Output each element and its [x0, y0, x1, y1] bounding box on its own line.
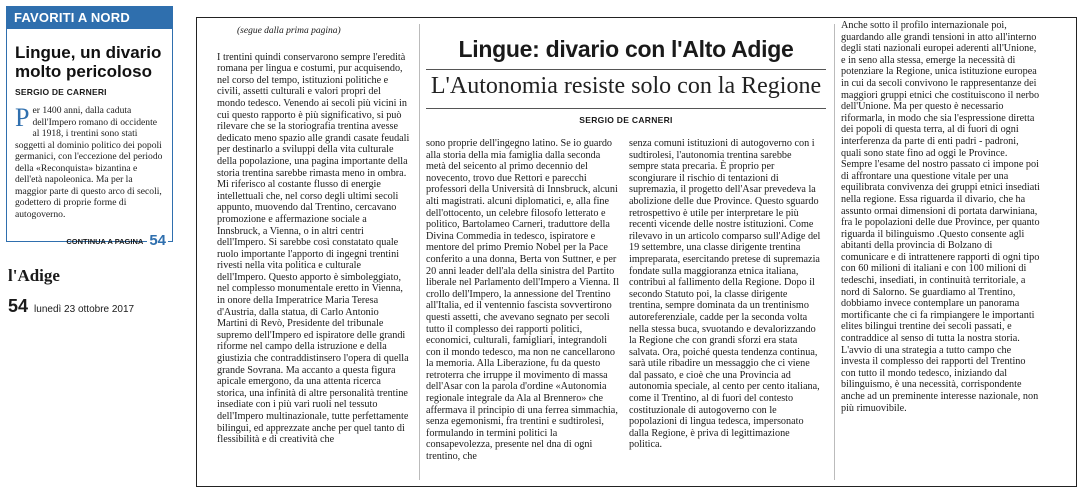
column-1-text: I trentini quindi conservarono sempre l'eredità romana per lingua e costumi, pur acquisendo, nel corso del tempo, istituzioni politiche e civili, assetti culturali e valori propri del mondo tedesco. Venendo ai secoli più vicini in cui questo rapporto è più significativo, si può rilevare che se la storiografia trentina avesse dedicato meno spazio alle grandi casate feudali per destinarlo a sviluppi della vita culturale della popolazione, una pagina importante della storia trentina sarebbe rimasta meno in ombra. Mi riferisco al costante flusso di energie intellettuali che, nel corso degli ultimi secoli appunto, muovendo dal Trentino, cercavano promozione e affermazione sociale a Innsbruck, a Vienna, o in altri centri dell'Impero. Si sarebbe così constatato quale ruolo importante l'apporto di ingegni trentini rivesti nella vita politica e culturale dell'Impero. Questo apporto è simboleggiato, nel complesso monumentale eretto in Vienna, in onore della Imperatrice Maria Teresa d'Austria, dalla statua, di Carlo Antonio Martini di Revò, Presidente del tribunale supremo dell'Impero ed ispiratore delle grandi riforme nel campo della istruzione e della giustizia che contraddistinsero l'opera di quella grande Sovrana. Ma accanto a questa figura apicale emergono, da una attenta ricerca storica, una infinità di altre personalità trentine insediate con i più vari ruoli nel tessuto dell'Impero multinazionale, tutte perfettamente bilingui, ed apprezzate anche per quel tanto di flessibilità e di creatività che	[217, 51, 410, 446]
teaser-text	[15, 105, 164, 220]
newspaper-logo: l'Adige	[8, 266, 60, 285]
article-column-1	[217, 18, 411, 446]
teaser-author: SERGIO DE CARNERI	[15, 87, 107, 97]
article-subhead: L'Autonomia resiste solo con la Regione	[430, 73, 822, 99]
headline-rule	[426, 69, 826, 70]
masthead	[8, 266, 134, 317]
drop-cap: P	[15, 103, 30, 132]
page-number: 54	[8, 296, 29, 316]
section-label: FAVORITI A NORD	[6, 6, 173, 29]
column-divider	[834, 24, 835, 480]
article-headline: Lingue: divario con l'Alto Adige	[458, 36, 794, 62]
article-column-3	[629, 138, 823, 451]
teaser-title: Lingue, un divario molto pericoloso	[15, 43, 162, 81]
page-info	[8, 296, 134, 317]
subhead-rule	[426, 108, 826, 109]
continue-link[interactable]	[66, 232, 168, 249]
sidebar-teaser-box	[6, 6, 173, 249]
column-4-text: Anche sotto il profilo internazionale poi, guardando alle grandi tensioni in atto all'interno degli stati nazionali europei aderenti all'Unione, e in seno alla stessa, emerge la necessità di potenziare la Regione, unica istituzione europea in cui da secoli convivono le rappresentanze dei maggiori gruppi etnici che costituiscono il nerbo dell'Unione. Ma per questo è necessario riformarla, in modo che sia l'espressione diretta dei popoli di questa terra, al di fuori di ogni interferenza da parte di enti padri - padroni, quali sono state fino ad oggi le Province. Sempre l'esame del nostro passato ci impone poi di affrontare una questione vitale per una equilibrata convivenza dei gruppi etnici insediati nella regione. Essa riguarda il divario, che ha assunto ormai dimensioni di portata darwiniana, fra le popolazioni delle due Province, per quanto riguarda il bilinguismo .Questo consente agli abitanti della provincia di Bolzano di comunicare e di intrattenere rapporti di ogni tipo con 60 milioni di italiani e con 100 milioni di tedeschi, insediati, in continuità territoriale, a nord di Salorno. Se guardiamo al Trentino, dobbiamo invece contemplare un panorama mortificante che ci fa rimpiangere le importanti elites bilingui trentine dei secoli passati, e contraddice al senso di tutta la nostra storia. L'avvio di una strategia a tutto campo che investa il complesso dei rapporti del Trentino con tutto il mondo tedesco, iniziando dal bilinguismo, è una necessità, corrispondente anche ad un preminente interesse nazionale, non più rimuovibile.	[841, 20, 1040, 414]
issue-date: lunedì 23 ottobre 2017	[34, 304, 135, 315]
teaser-body	[6, 29, 173, 249]
article-column-2	[426, 138, 620, 463]
article-byline: SERGIO DE CARNERI	[579, 115, 673, 125]
teaser-paragraph: er 1400 anni, dalla caduta dell'Impero romano di occidente al 1918, i trentini sono stati soggetti al dominio politico dei popoli germanici, con l'eccezione del periodo della «Reconquista» bizantina e dell'età napoleonica. Ma per la maggior parte di questo arco di secoli, godettero di proprie forme di autogoverno.	[15, 105, 163, 220]
continue-label: CONTINUA A PAGINA	[66, 237, 144, 246]
continue-page-number: 54	[149, 232, 166, 249]
segue-note: (segue dalla prima pagina)	[237, 26, 341, 36]
column-3-text: senza comuni istituzioni di autogoverno con i sudtirolesi, l'autonomia trentina sarebbe sempre stata precaria. È proprio per scongiurare il rischio di tentazioni di supremazia, il progetto dell'Asar prevedeva la abolizione delle due Province. Questo sguardo retrospettivo è utile per interpretare le più recenti vicende delle nostre istituzioni. Come rilevavo in un articolo comparso sull'Adige del 19 settembre, una classe dirigente trentina impreparata, esercitando pretese di supremazia fondate sulla maggioranza etnica italiana, contribuì al fallimento della Regione. Dopo il secondo Statuto poi, la classe dirigente trentina, sempre dominata da un trentinismo autoreferenziale, cadde per la seconda volta nella stessa buca, svuotando e devalorizzando la Regione che con grandi sforzi era stata salvata. Ora, poiché questa tendenza continua, sarà utile ribadire un messaggio che ci viene dal passato, e cioè che una Provincia ad autonomia speciale, al cento per cento italiana, come il Trentino, al di fuori del contesto costituzionale di autogoverno con le popolazioni di lingua tedesca, impersonato dalla Regione, è priva di legittimazione politica.	[629, 138, 821, 451]
column-2-text: sono proprie dell'ingegno latino. Se io guardo alla storia della mia famiglia dalla seconda metà del seicento al primo decennio del novecento, trovo due Rettori e parecchi professori della Università di Innsbruck, alcuni alti magistrati. alcuni diplomatici, e, alla fine dell'ottocento, un celebre filosofo letterato e politico, Bartolameo Carneri, traduttore della Divina Commedia in tedesco, ispiratore e mentore del primo Premio Nobel per la Pace conferito a una donna, Berta von Suttner, e per 20 anni leader dell'ala della sinistra del Partito liberale nel Parlamento dell'Impero a Vienna. Il crollo dell'Impero, la annessione del Trentino all'Italia, ed il ventennio fascista sovvertirono questi assetti, che avevano segnato per secoli tutto il complesso dei rapporti politici, economici, culturali, famigliari, integrandoli con il mondo tedesco, ma non ne cancellarono la memoria. Alla Liberazione, fu da questo retroterra che irruppe il movimento di massa dell'Asar con la parola d'ordine «Autonomia regionale integrale da Ala al Brennero» che affermava il principio di una ferrea simmachia, senza egemonismi, fra trentini e sudtirolesi, formulando in termini politici la consapevolezza, presente nel dna di ogni trentino, che	[426, 138, 620, 463]
article-column-4	[841, 20, 1041, 414]
column-divider	[419, 24, 420, 480]
article-box	[196, 17, 1077, 487]
